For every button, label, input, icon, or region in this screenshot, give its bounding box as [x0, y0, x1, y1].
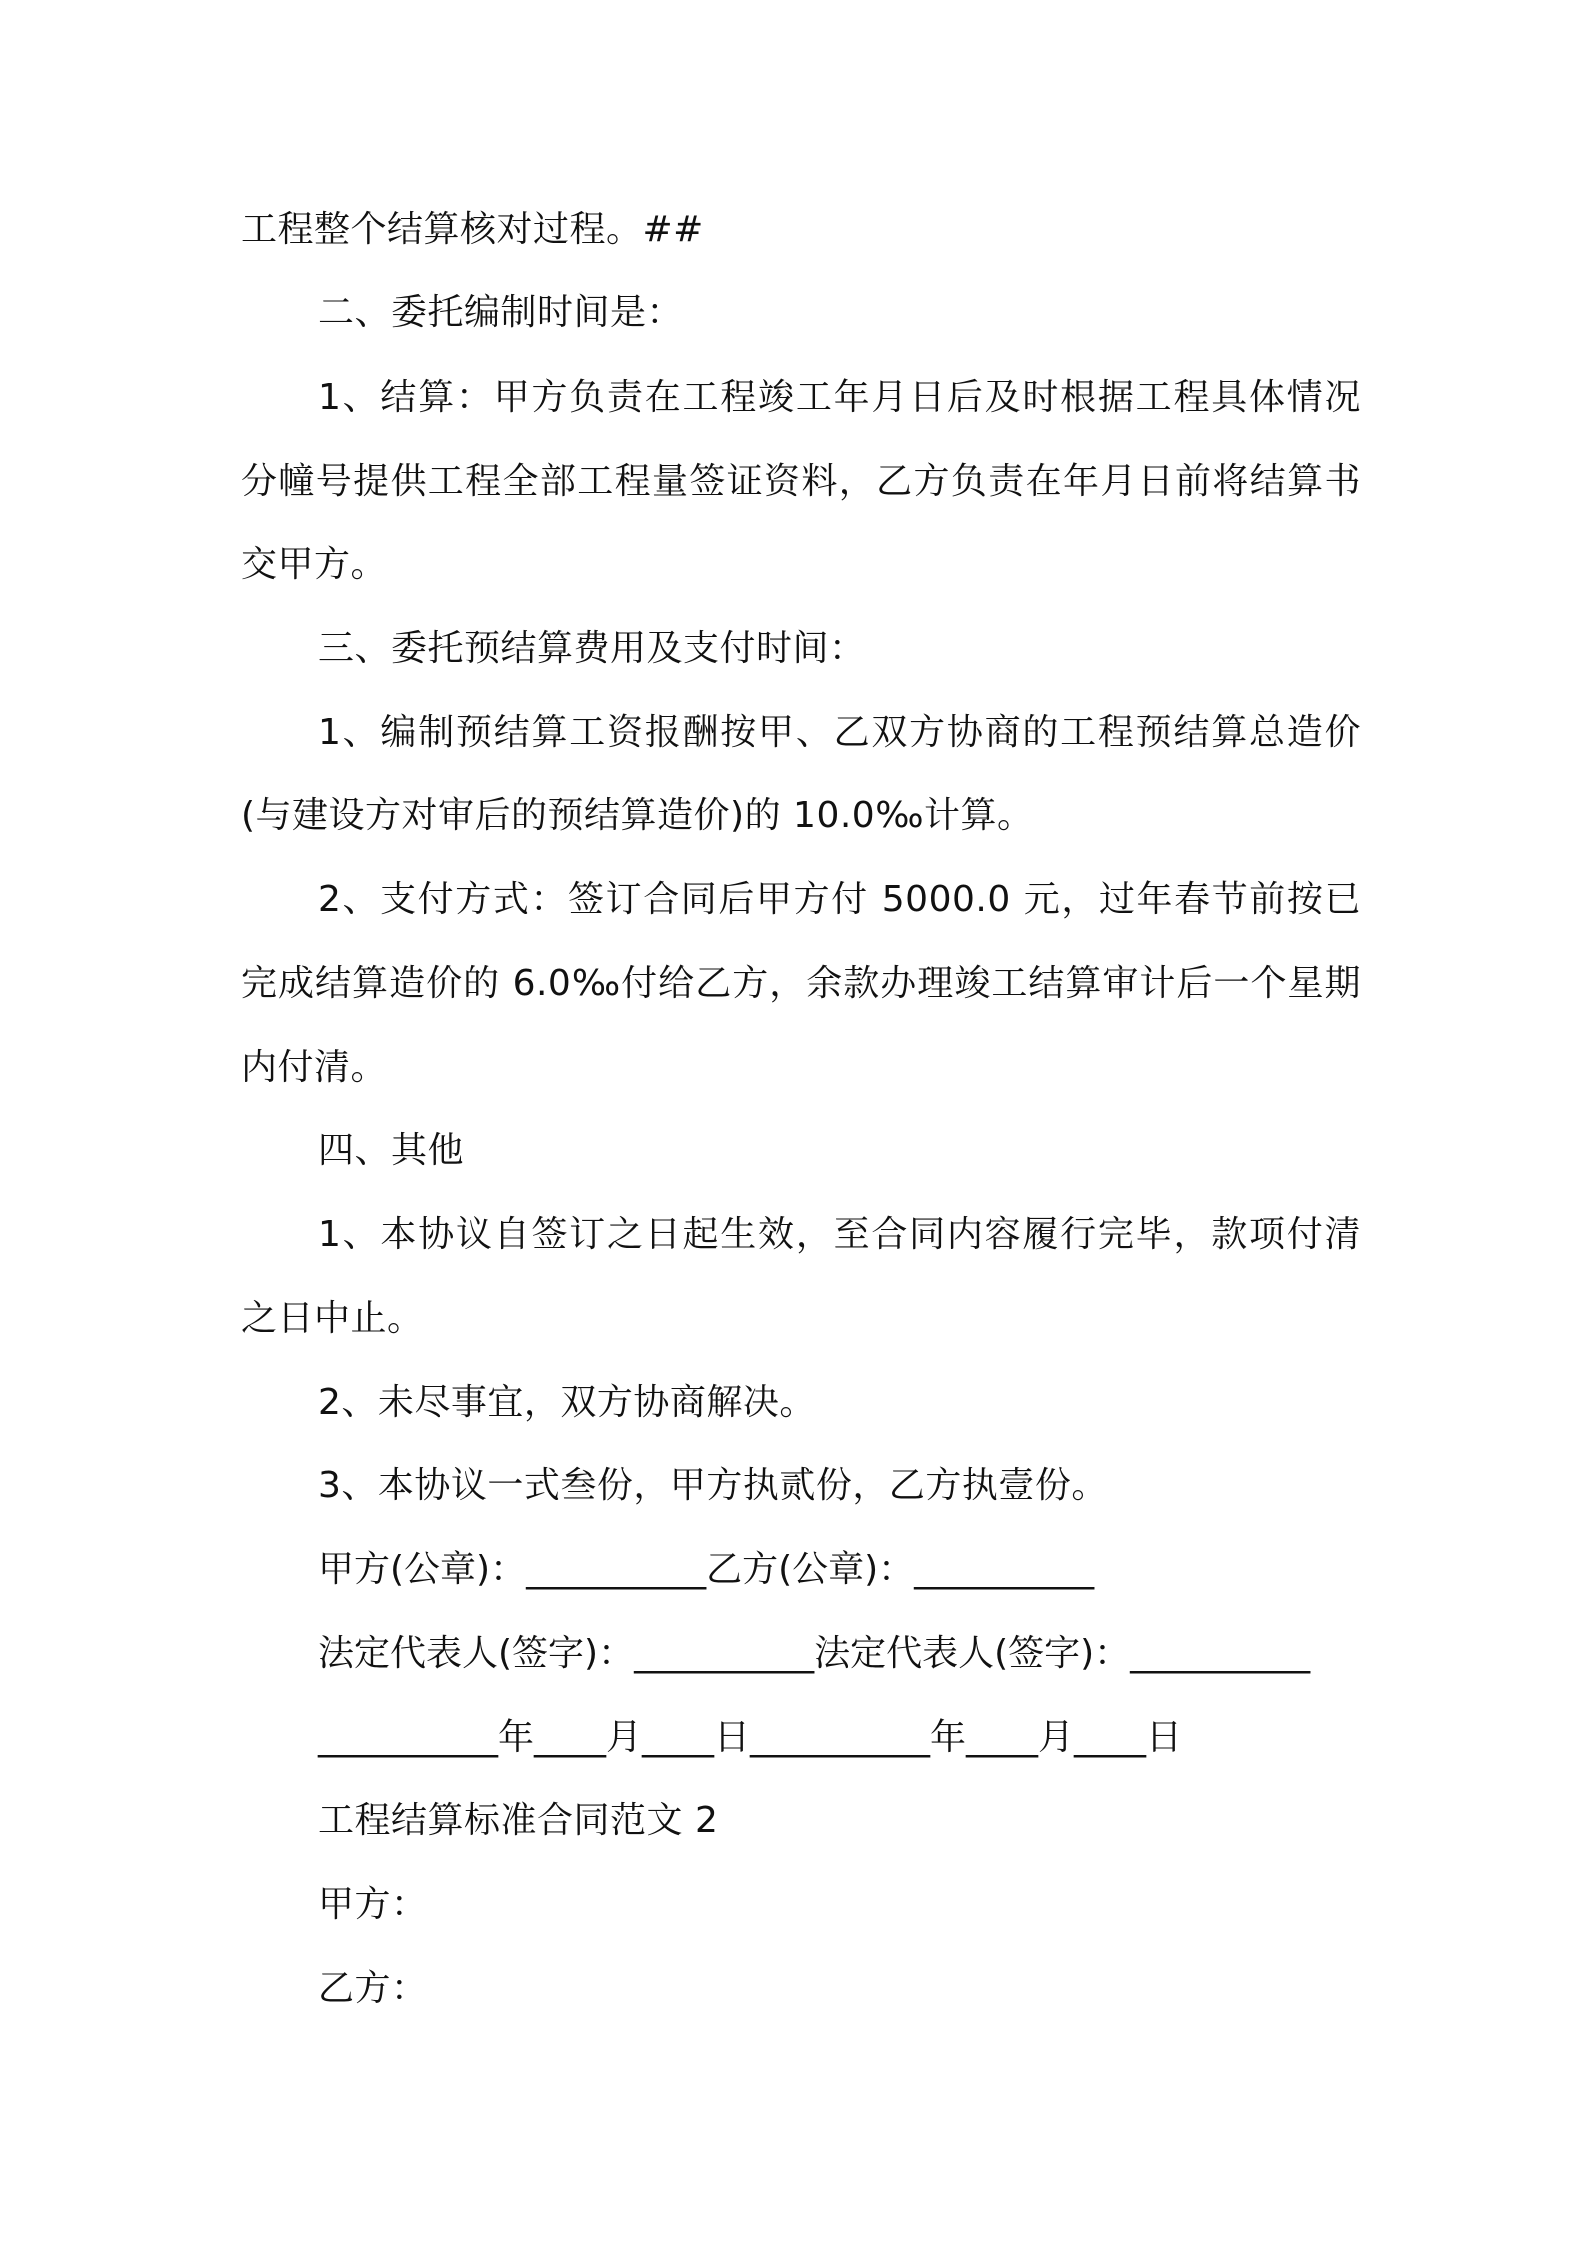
section-heading-4: 四、其他	[318, 1130, 465, 1171]
paragraph-line: 完成结算造价的 6.0‰付给乙方，余款办理竣工结算审计后一个星期	[241, 963, 1361, 1004]
section-heading-2: 二、委托编制时间是：	[318, 292, 684, 333]
paragraph-line: 1、编制预结算工资报酬按甲、乙双方协商的工程预结算总造价	[318, 712, 1361, 753]
party-a-label: 甲方：	[318, 1884, 428, 1925]
paragraph-line: 2、未尽事宜，双方协商解决。	[318, 1382, 816, 1423]
next-contract-title: 工程结算标准合同范文 2	[318, 1800, 719, 1841]
paragraph-line: 1、本协议自签订之日起生效，至合同内容履行完毕，款项付清	[318, 1214, 1361, 1255]
paragraph-line: 内付清。	[241, 1047, 388, 1088]
paragraph-line: 之日中止。	[241, 1298, 424, 1339]
party-seal-line: 甲方(公章)：__________乙方(公章)：__________	[318, 1549, 1095, 1590]
representative-line: 法定代表人(签字)：__________法定代表人(签字)：__________	[318, 1633, 1311, 1674]
section-heading-3: 三、委托预结算费用及支付时间：	[318, 628, 866, 669]
party-b-label: 乙方：	[318, 1968, 428, 2009]
paragraph-line: (与建设方对审后的预结算造价)的 10.0‰计算。	[241, 795, 1034, 836]
paragraph-line: 2、支付方式：签订合同后甲方付 5000.0 元，过年春节前按已	[318, 879, 1361, 920]
paragraph-line: 3、本协议一式叁份，甲方执贰份，乙方执壹份。	[318, 1465, 1108, 1506]
paragraph-line: 交甲方。	[241, 544, 388, 585]
paragraph-line: 分幢号提供工程全部工程量签证资料，乙方负责在年月日前将结算书	[241, 461, 1361, 502]
paragraph-line: 工程整个结算核对过程。##	[241, 209, 704, 250]
paragraph-line: 1、结算：甲方负责在工程竣工年月日后及时根据工程具体情况	[318, 377, 1361, 418]
date-line: __________年____月____日__________年____月____日	[318, 1717, 1182, 1758]
